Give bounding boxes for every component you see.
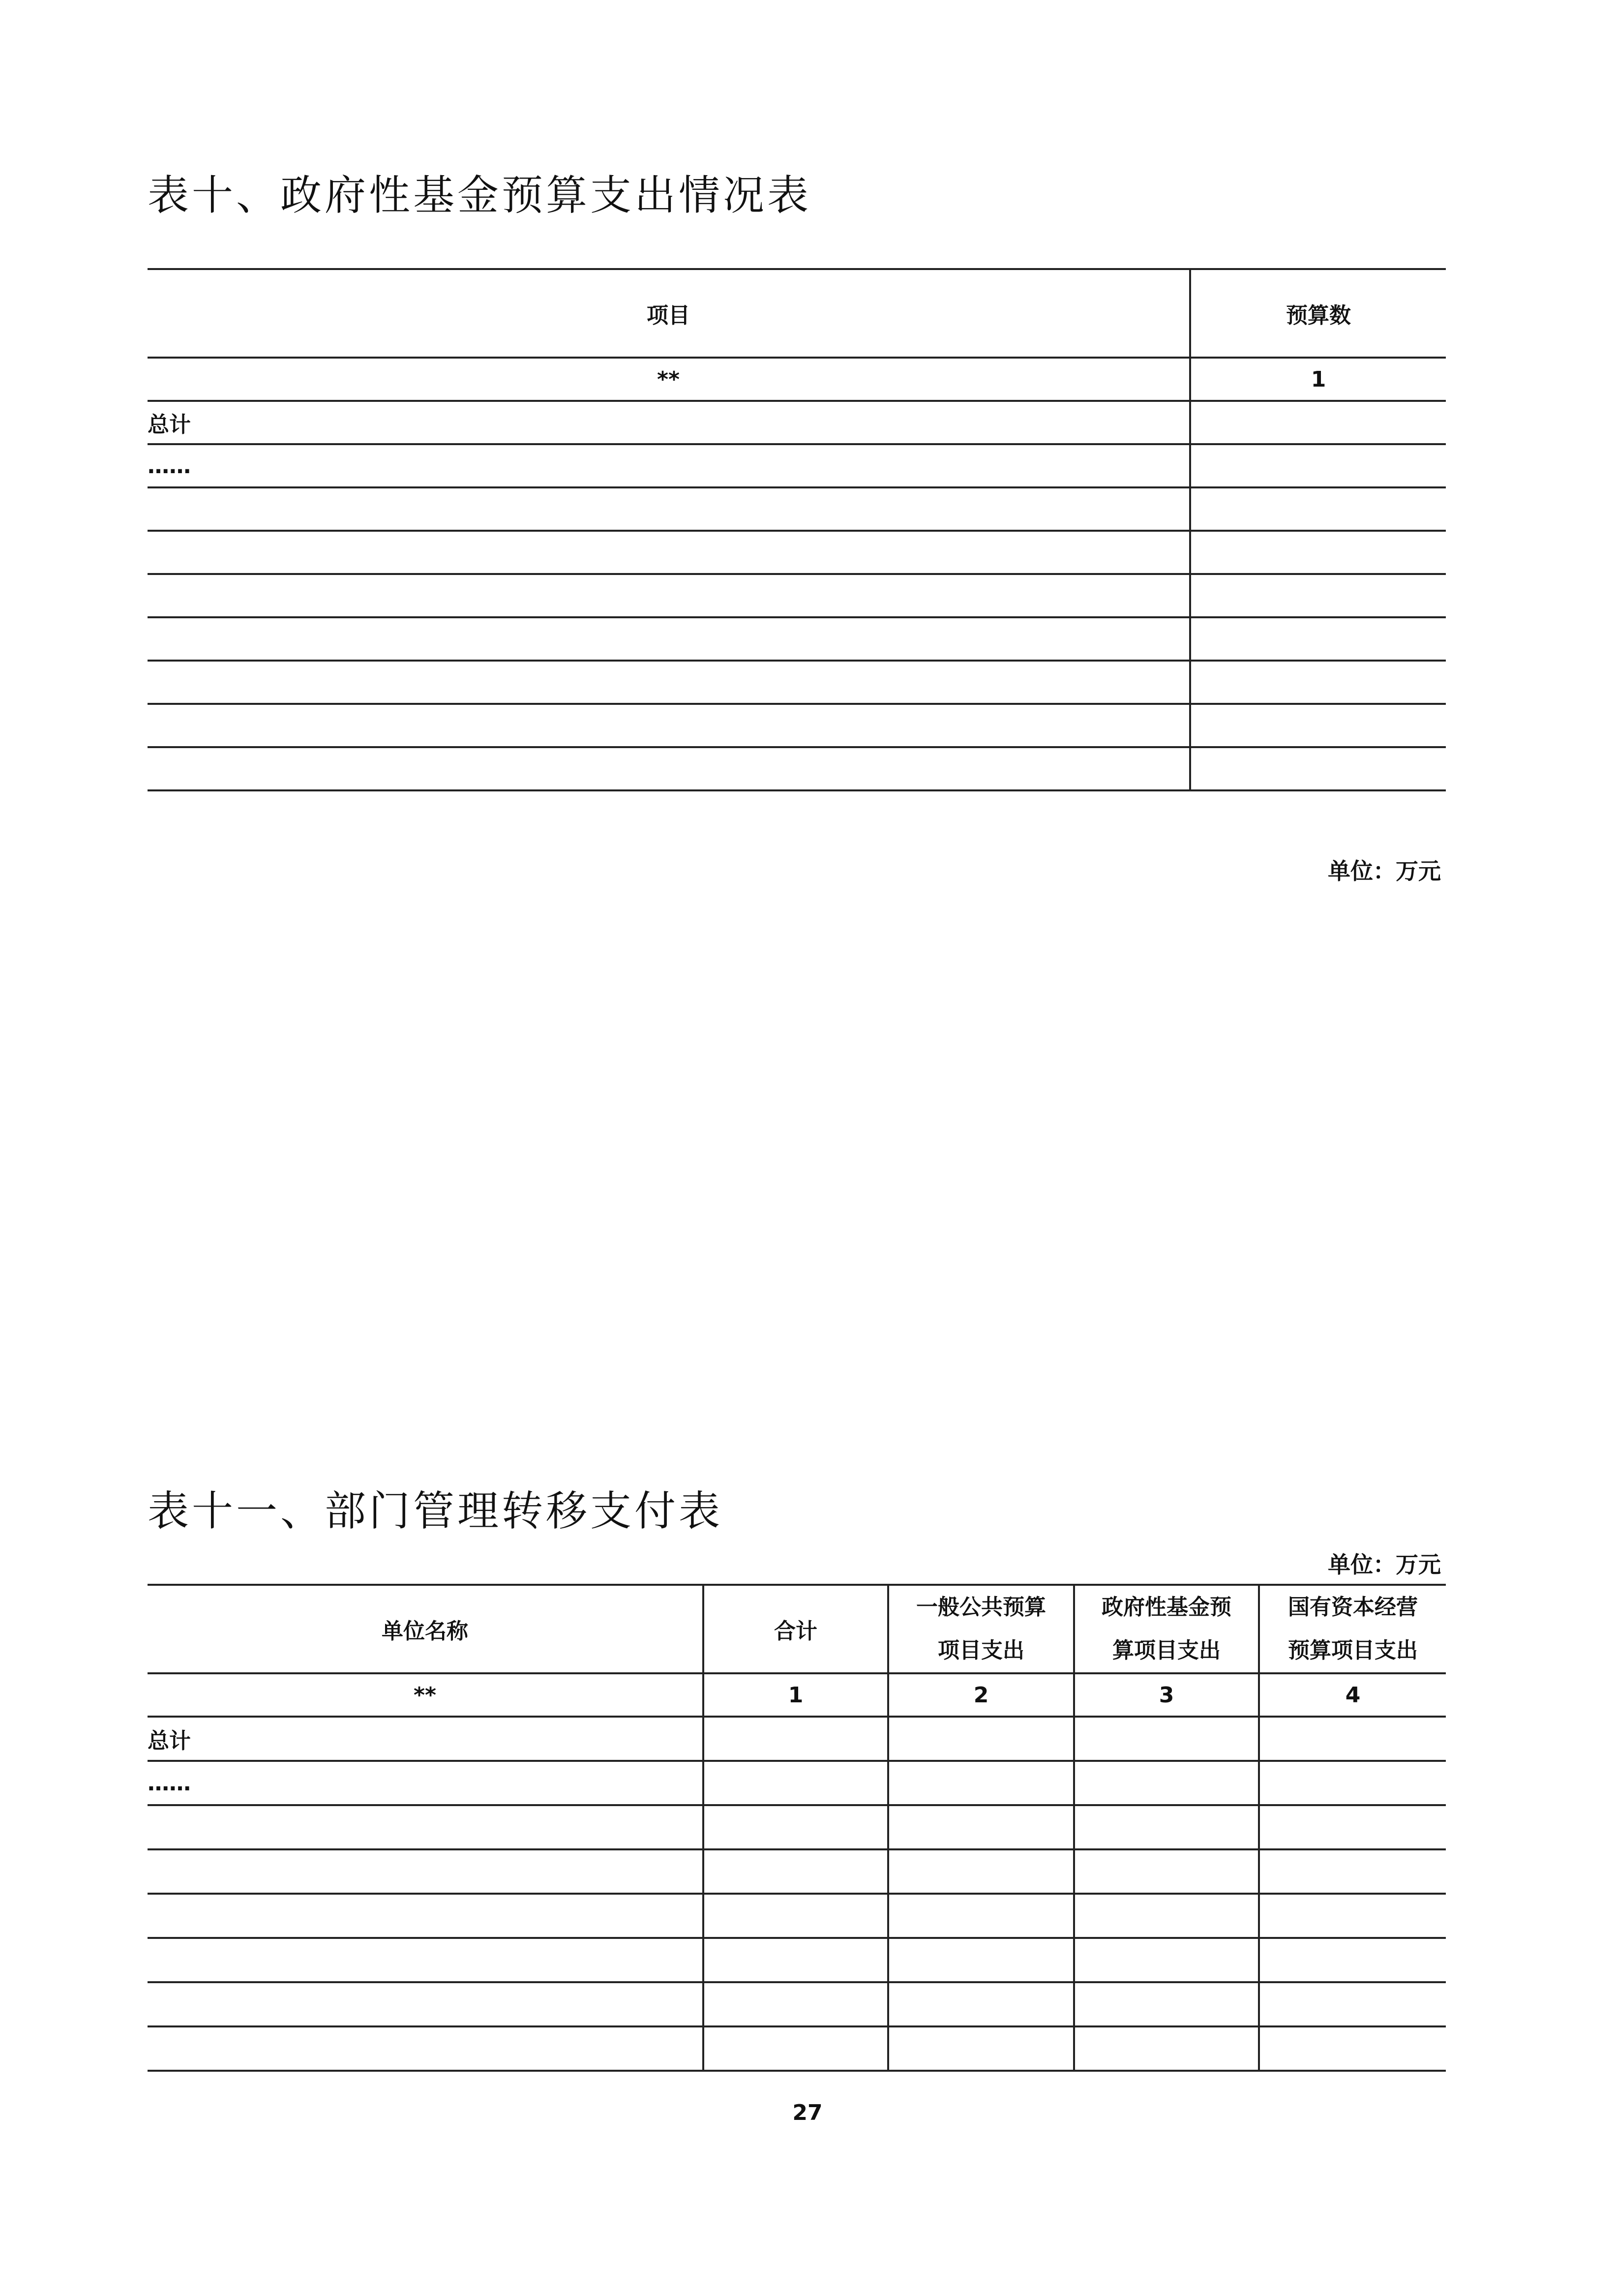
table-cell — [888, 1982, 1074, 2026]
table11-row-name — [148, 1982, 703, 2026]
table-row — [148, 617, 1446, 661]
table-cell — [888, 1717, 1074, 1761]
table11-title: 表十一、部门管理转移支付表 — [148, 1487, 723, 1535]
table-cell — [1074, 1849, 1259, 1894]
table-cell — [1259, 2026, 1446, 2071]
table-cell — [703, 1894, 888, 1938]
table-row — [148, 487, 1446, 531]
table10-row-budget — [1190, 487, 1446, 531]
table11-unit: 单位：万元 — [1328, 1551, 1441, 1578]
table10-header-item: 项目 — [148, 269, 1190, 358]
table-row — [148, 1761, 1446, 1805]
table-cell — [1074, 1982, 1259, 2026]
header-line: 预算项目支出 — [1288, 1638, 1418, 1663]
table10-row-item — [148, 617, 1190, 661]
table-cell — [703, 1805, 888, 1849]
table-row — [148, 2026, 1446, 2071]
table-cell — [888, 1894, 1074, 1938]
table10-row-item — [148, 574, 1190, 617]
table11-row-name — [148, 1938, 703, 1982]
table10-row-item — [148, 747, 1190, 790]
header-line: 算项目支出 — [1112, 1638, 1221, 1663]
table10 — [148, 268, 1446, 791]
table11-index-c1: 1 — [703, 1673, 888, 1717]
table-row — [148, 1894, 1446, 1938]
table-cell — [888, 1938, 1074, 1982]
table10-row-item — [148, 704, 1190, 747]
table-cell — [703, 1761, 888, 1805]
table-cell — [703, 2026, 888, 2071]
table11 — [148, 1584, 1446, 2072]
table-row — [148, 531, 1446, 574]
table-row — [148, 1849, 1446, 1894]
table-cell — [1074, 1938, 1259, 1982]
table11-header-name: 单位名称 — [148, 1585, 703, 1673]
table11-row-name — [148, 2026, 703, 2071]
table-cell — [1259, 1761, 1446, 1805]
table-cell — [888, 2026, 1074, 2071]
table10-row-item — [148, 531, 1190, 574]
table-row — [148, 444, 1446, 487]
table-cell — [1074, 1717, 1259, 1761]
table-row — [148, 661, 1446, 704]
table11-index-name: ** — [148, 1673, 703, 1717]
table11-row-name — [148, 1849, 703, 1894]
table11-row-name — [148, 1805, 703, 1849]
table-cell — [1259, 1849, 1446, 1894]
table-cell — [703, 1717, 888, 1761]
table-cell — [1074, 1894, 1259, 1938]
header-line: 项目支出 — [938, 1638, 1024, 1663]
page-number: 27 — [792, 2100, 823, 2125]
table11-header-state-capital — [1259, 1585, 1446, 1673]
table-row — [148, 1805, 1446, 1849]
table10-header-budget: 预算数 — [1190, 269, 1446, 358]
header-line: 一般公共预算 — [916, 1595, 1046, 1620]
table11-index-c3: 3 — [1074, 1673, 1259, 1717]
table10-row-budget — [1190, 704, 1446, 747]
table10-row-budget — [1190, 617, 1446, 661]
table-cell — [1074, 1761, 1259, 1805]
table10-row-budget — [1190, 531, 1446, 574]
table10-unit: 单位：万元 — [1328, 858, 1441, 884]
table10-row-budget — [1190, 661, 1446, 704]
table11-header-general-budget — [888, 1585, 1074, 1673]
table10-row-budget — [1190, 444, 1446, 487]
table10-row-budget — [1190, 401, 1446, 444]
table10-index-item: ** — [148, 358, 1190, 401]
table11-row-name: …… — [148, 1761, 703, 1805]
table-cell — [703, 1982, 888, 2026]
table-cell — [1259, 1894, 1446, 1938]
table-row — [148, 1938, 1446, 1982]
table-cell — [703, 1938, 888, 1982]
header-line: 政府性基金预 — [1102, 1595, 1231, 1620]
table-cell — [1074, 1805, 1259, 1849]
table11-row-name: 总计 — [148, 1717, 703, 1761]
table10-index-budget: 1 — [1190, 358, 1446, 401]
table10-title: 表十、政府性基金预算支出情况表 — [148, 171, 812, 219]
table-row — [148, 574, 1446, 617]
table11-index-c4: 4 — [1259, 1673, 1446, 1717]
table10-row-item — [148, 661, 1190, 704]
table-cell — [1259, 1982, 1446, 2026]
table-row — [148, 401, 1446, 444]
table10-row-item — [148, 487, 1190, 531]
table-cell — [1259, 1938, 1446, 1982]
table11-header-total: 合计 — [703, 1585, 888, 1673]
table-cell — [1259, 1717, 1446, 1761]
table-cell — [1074, 2026, 1259, 2071]
table11-row-name — [148, 1894, 703, 1938]
table10-row-item: …… — [148, 444, 1190, 487]
header-line: 国有资本经营 — [1288, 1595, 1418, 1620]
table-row — [148, 747, 1446, 790]
table-cell — [703, 1849, 888, 1894]
table10-row-budget — [1190, 747, 1446, 790]
table11-index-c2: 2 — [888, 1673, 1074, 1717]
table-cell — [888, 1805, 1074, 1849]
table-cell — [888, 1849, 1074, 1894]
table-cell — [888, 1761, 1074, 1805]
table11-header-gov-fund — [1074, 1585, 1259, 1673]
table-cell — [1259, 1805, 1446, 1849]
table-row — [148, 1982, 1446, 2026]
table-row — [148, 1717, 1446, 1761]
table-row — [148, 704, 1446, 747]
table10-row-budget — [1190, 574, 1446, 617]
table10-row-item: 总计 — [148, 401, 1190, 444]
